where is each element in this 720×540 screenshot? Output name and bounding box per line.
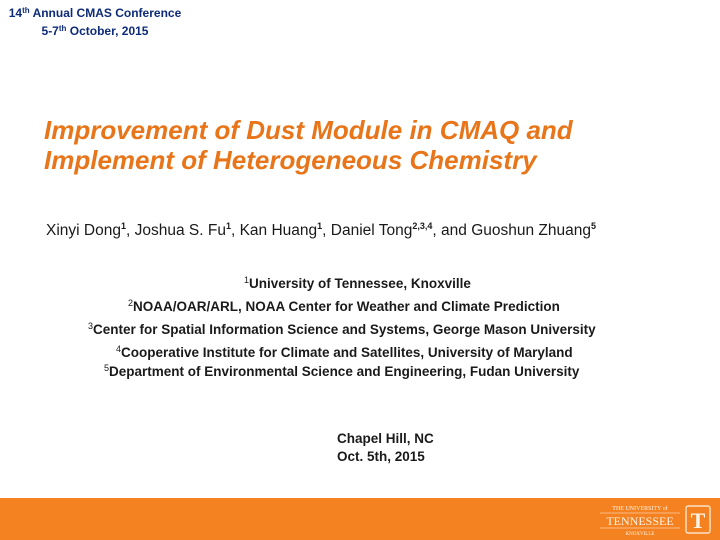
- conference-ordinal: 14: [8, 6, 23, 20]
- venue-block: [337, 430, 434, 466]
- venue-location: Chapel Hill, NC: [337, 431, 434, 446]
- presentation-title: [44, 115, 704, 175]
- logo-line-3: KNOXVILLE: [625, 532, 655, 536]
- conference-date-line: [0, 22, 190, 40]
- conference-date-start: 5-7: [41, 24, 59, 38]
- affiliation-4: $^4$Cooperative Institute for Climate and Satellites, University of Maryland: [116, 344, 573, 360]
- logo-line-1: THE UNIVERSITY of: [612, 506, 668, 512]
- author: Joshua S. Fu$^1$: [134, 221, 231, 239]
- author-list: Xinyi Dong$^1$, Joshua S. Fu$^1$, Kan Huang$^1$, Daniel Tong$^{2,3,4}$, and Guoshun Zhuang$^5$: [46, 221, 596, 239]
- title-line-2: Implement of Heterogeneous Chemistry: [44, 145, 537, 175]
- title-line-1: Improvement of Dust Module in CMAQ and: [44, 115, 573, 145]
- conference-header: [0, 4, 190, 40]
- logo-mark-letter: T: [690, 508, 706, 533]
- venue-date: Oct. 5th, 2015: [337, 449, 425, 464]
- author: Kan Huang$^1$: [239, 221, 323, 239]
- affiliation-3: $^3$Center for Spatial Information Science and Systems, George Mason University: [88, 321, 596, 337]
- conference-date-rest: October, 2015: [69, 24, 149, 38]
- university-tennessee-logo: [592, 502, 712, 536]
- conference-name: Annual CMAS Conference: [32, 6, 182, 20]
- affiliation-2: $^2$NOAA/OAR/ARL, NOAA Center for Weather and Climate Prediction: [128, 298, 560, 314]
- author: Xinyi Dong$^1$: [46, 221, 126, 239]
- conference-date-suffix: th: [58, 24, 67, 33]
- author: Guoshun Zhuang$^5$: [471, 221, 596, 239]
- author: Daniel Tong$^{2,3,4}$: [330, 221, 433, 239]
- logo-line-2: TENNESSEE: [606, 514, 674, 528]
- conference-name-line: [0, 4, 190, 22]
- affiliation-5: $^5$Department of Environmental Science and Engineering, Fudan University: [104, 363, 580, 379]
- conference-ordinal-suffix: th: [22, 6, 30, 15]
- affiliation-1: $^1$University of Tennessee, Knoxville: [244, 275, 471, 291]
